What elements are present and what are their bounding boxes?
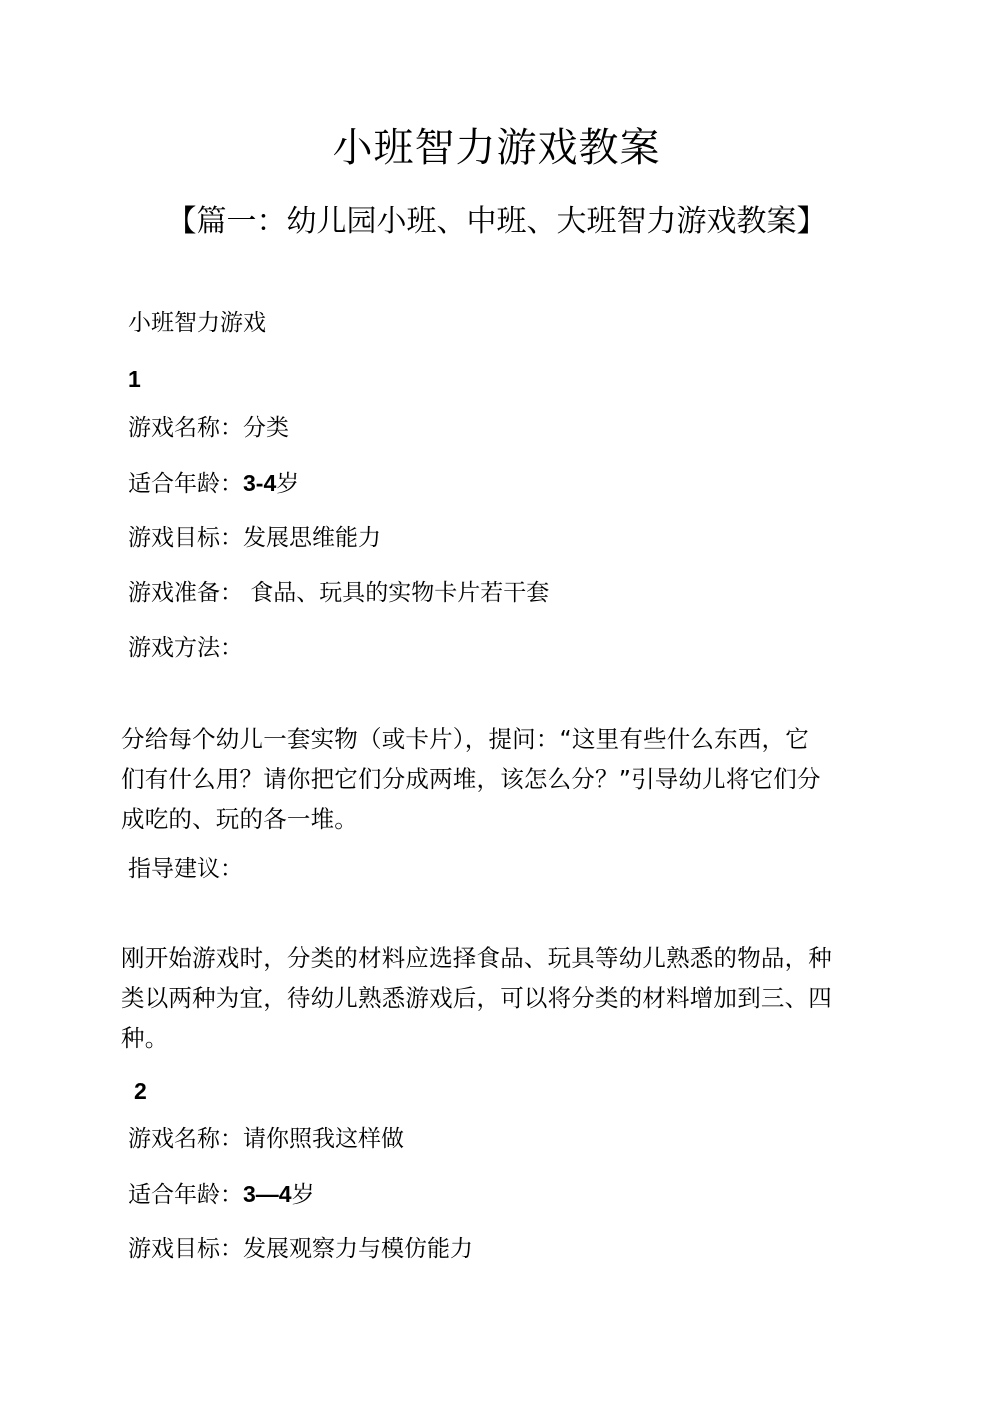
game-1-advice-paragraph <box>121 938 873 1058</box>
game-1-age-unit: 岁 <box>276 471 300 497</box>
game-1-method-paragraph <box>121 719 873 839</box>
paragraph-line: 刚开始游戏时，分类的材料应选择食品、玩具等幼儿熟悉的物品，种 <box>121 944 832 972</box>
section-heading: 小班智力游戏 <box>128 310 266 336</box>
game-1-method-label: 游戏方法： <box>128 635 243 661</box>
game-1-prep: 游戏准备： 食品、玩具的实物卡片若干套 <box>128 580 550 606</box>
game-2-name: 游戏名称：请你照我这样做 <box>128 1126 404 1152</box>
game-2-number: 2 <box>134 1078 147 1104</box>
page-title: 小班智力游戏教案 <box>332 125 661 171</box>
paragraph-line: 分给每个幼儿一套实物（或卡片），提问：“这里有些什么东西，它 <box>121 725 809 753</box>
game-1-number: 1 <box>128 366 141 392</box>
paragraph-line: 类以两种为宜，待幼儿熟悉游戏后，可以将分类的材料增加到三、四 <box>121 984 832 1012</box>
game-2-age-value: 3—4 <box>243 1181 292 1207</box>
game-1-age-label: 适合年龄： <box>128 471 243 497</box>
game-1-name-value: 分类 <box>243 415 289 441</box>
game-1-goal: 游戏目标：发展思维能力 <box>128 525 381 551</box>
paragraph-line: 成吃的、玩的各一堆。 <box>121 805 358 833</box>
game-2-age-unit: 岁 <box>291 1182 315 1208</box>
game-1-age <box>128 467 299 500</box>
page-subtitle: 【篇一：幼儿园小班、中班、大班智力游戏教案】 <box>166 204 827 239</box>
paragraph-line: 种。 <box>121 1024 169 1052</box>
game-1-age-value: 3-4 <box>243 470 277 496</box>
game-2-age-label: 适合年龄： <box>128 1182 243 1208</box>
game-1-advice-label: 指导建议： <box>128 856 243 882</box>
paragraph-line: 们有什么用？请你把它们分成两堆，该怎么分？”引导幼儿将它们分 <box>121 765 821 793</box>
game-2-age <box>128 1178 315 1211</box>
game-1-name-label: 游戏名称： <box>128 415 243 441</box>
game-2-goal: 游戏目标：发展观察力与模仿能力 <box>128 1236 473 1262</box>
game-1-name <box>128 412 289 444</box>
